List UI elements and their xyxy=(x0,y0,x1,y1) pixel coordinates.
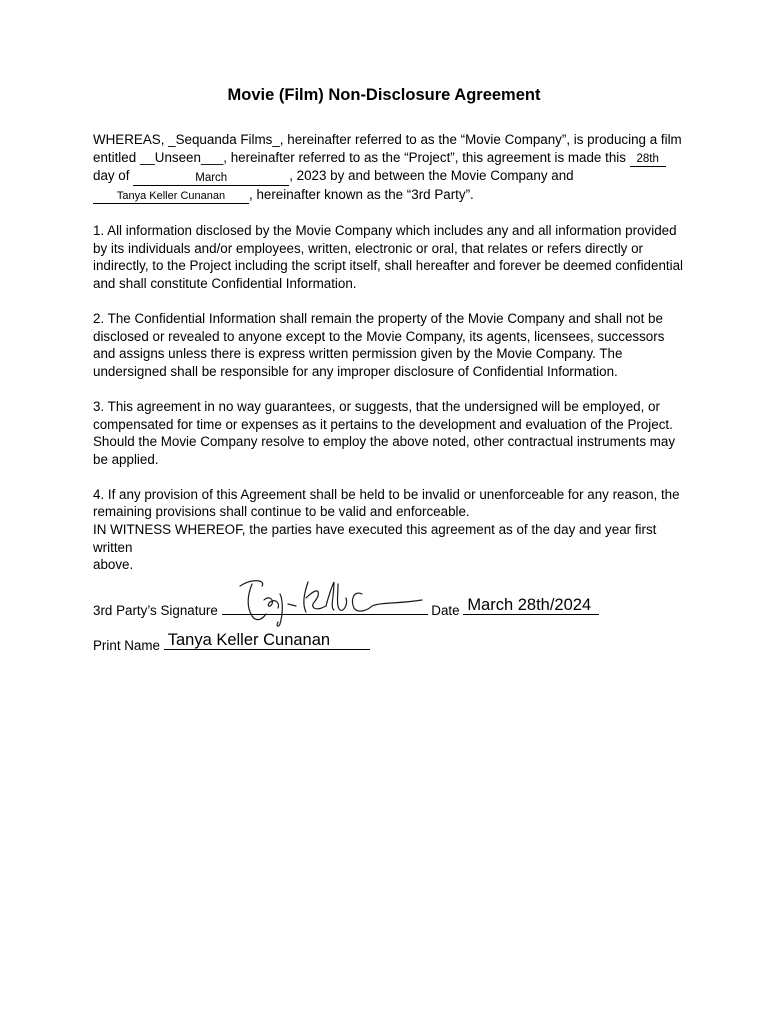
clause-1: 1. All information disclosed by the Movie Company which includes any and all information provided by its individuals and/or employees, written, electronic or oral, that relates or refers directly or indirectly, to the Project including the script itself, shall hereafter and forever be deemed confidential and shall constitute Confidential Information. xyxy=(93,222,684,291)
date-field[interactable] xyxy=(463,596,599,615)
whereas-text: WHEREAS, _Sequanda Films_, hereinafter referred to as the “Movie Company”, is producing a film entitled __Unseen___, hereinafter referred to as the “Project”, this agreement is made this xyxy=(93,132,682,165)
month-value: March xyxy=(195,171,228,184)
print-name-label: Print Name xyxy=(93,638,160,653)
clause-3: 3. This agreement in no way guarantees, or suggests, that the undersigned will be employed, or compensated for time or expenses as it pertains to the development and evaluation of the Project. Should the Movie Company resolve to employ the above noted, other contractual instruments may be applied. xyxy=(93,398,676,467)
document-title: Movie (Film) Non-Disclosure Agreement xyxy=(227,86,541,104)
signature-label: 3rd Party’s Signature xyxy=(93,603,218,618)
print-name-value: Tanya Keller Cunanan xyxy=(167,631,331,649)
month-field[interactable] xyxy=(133,167,289,186)
date-label: Date xyxy=(431,603,460,618)
signature-block xyxy=(93,596,693,659)
day-of-text: day of xyxy=(93,168,130,184)
clause-4: 4. If any provision of this Agreement shall be held to be invalid or unenforceable for any reason, the remaining provisions shall continue to be valid and enforceable. xyxy=(93,486,680,520)
whereas-paragraph xyxy=(93,131,683,204)
signature-row xyxy=(93,596,693,624)
clause-2: 2. The Confidential Information shall remain the property of the Movie Company and shall not be disclosed or revealed to anyone except to the Movie Company, its agents, licensees, successors and assigns unless there is express written permission given by the Movie Company. The undersigned shall be responsible for any improper disclosure of Confidential Information. xyxy=(93,310,665,379)
handwritten-signature xyxy=(222,576,428,628)
year-text: , 2023 by and between the Movie Company and xyxy=(289,168,574,184)
third-party-text: , hereinafter known as the “3rd Party”. xyxy=(249,186,474,202)
print-name-row xyxy=(93,631,693,659)
agreement-body xyxy=(93,131,683,574)
print-name-field[interactable] xyxy=(164,631,370,650)
date-value: March 28th/2024 xyxy=(467,596,592,614)
day-value: 28th xyxy=(636,153,659,166)
witness-line-1: IN WITNESS WHEREOF, the parties have executed this agreement as of the day and year first written xyxy=(93,522,657,555)
day-field[interactable] xyxy=(630,149,666,168)
witness-line-2: above. xyxy=(93,557,134,573)
third-party-field[interactable] xyxy=(93,186,249,205)
signature-field[interactable] xyxy=(222,600,428,615)
third-party-value: Tanya Keller Cunanan xyxy=(116,190,226,203)
